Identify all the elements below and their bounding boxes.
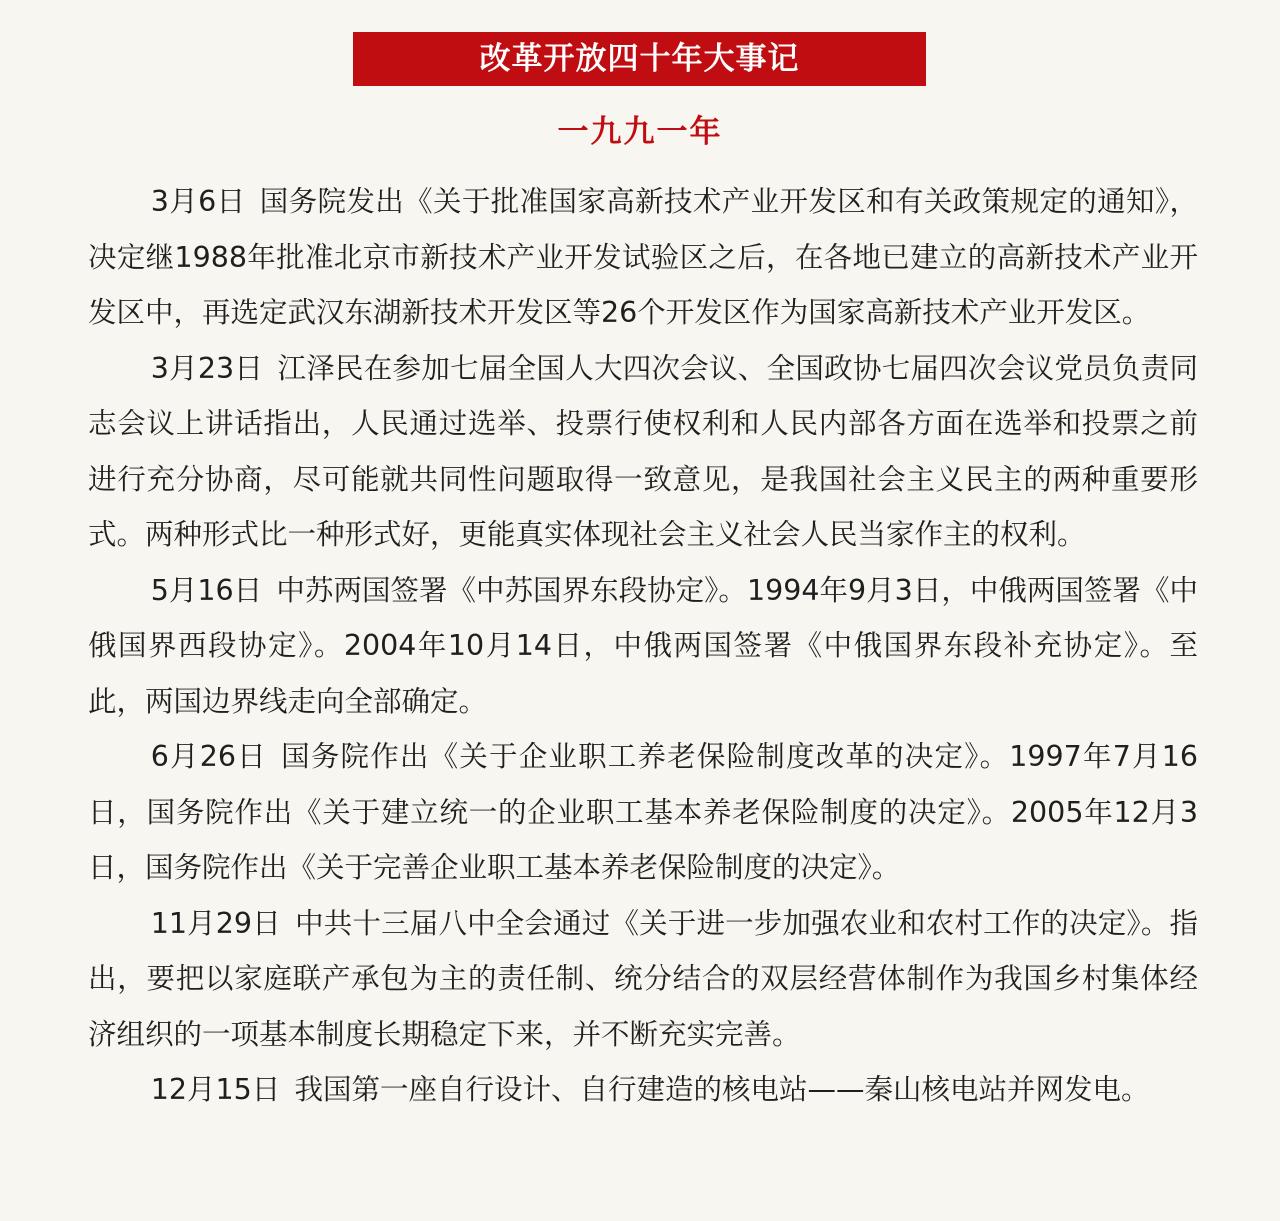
event-text: 我国第一座自行设计、自行建造的核电站——秦山核电站并网发电。 [294,1073,1150,1106]
event-entry [88,174,1198,341]
event-entry [88,1062,1198,1118]
event-date: 12月15日 [150,1073,281,1106]
event-date: 5月16日 [150,573,263,607]
event-date: 3月23日 [150,351,264,385]
event-text: 国务院发出《关于批准国家高新技术产业开发区和有关政策规定的通知》，决定继1988年批准北京市新技术产业开发试验区之后，在各地已建立的高新技术产业开发区中，再选定武汉东湖新技术开发区等26个开发区作为国家高新技术产业开发区。 [88,185,1198,329]
events-list [88,174,1198,1118]
year-heading: 一九九一年 [557,114,723,150]
page-title: 改革开放四十年大事记 [479,40,800,77]
event-date: 11月29日 [150,906,281,940]
event-text: 江泽民在参加七届全国人大四次会议、全国政协七届四次会议党员负责同志会议上讲话指出，人民通过选举、投票行使权利和人民内部各方面在选举和投票之前进行充分协商，尽可能就共同性问题取得一致意见，是我国社会主义民主的两种重要形式。两种形式比一种形式好，更能真实体现社会主义社会人民当家作主的权利。 [88,351,1198,551]
event-entry [88,896,1198,1063]
event-entry [88,563,1198,730]
event-text: 国务院作出《关于企业职工养老保险制度改革的决定》。1997年7月16日，国务院作出《关于建立统一的企业职工基本养老保险制度的决定》。2005年12月3日，国务院作出《关于完善企业职工基本养老保险制度的决定》。 [88,740,1198,884]
event-text: 中苏两国签署《中苏国界东段协定》。1994年9月3日，中俄两国签署《中俄国界西段协定》。2004年10月14日，中俄两国签署《中俄国界东段补充协定》。至此，两国边界线走向全部确定。 [88,573,1198,718]
event-date: 6月26日 [150,740,267,773]
title-banner [353,32,926,86]
event-entry [88,341,1198,563]
event-text: 中共十三届八中全会通过《关于进一步加强农业和农村工作的决定》。指出，要把以家庭联产承包为主的责任制、统分结合的双层经营体制作为我国乡村集体经济组织的一项基本制度长期稳定下来，并不断充实完善。 [88,906,1198,1051]
event-entry [88,729,1198,896]
event-date: 3月6日 [150,185,246,218]
